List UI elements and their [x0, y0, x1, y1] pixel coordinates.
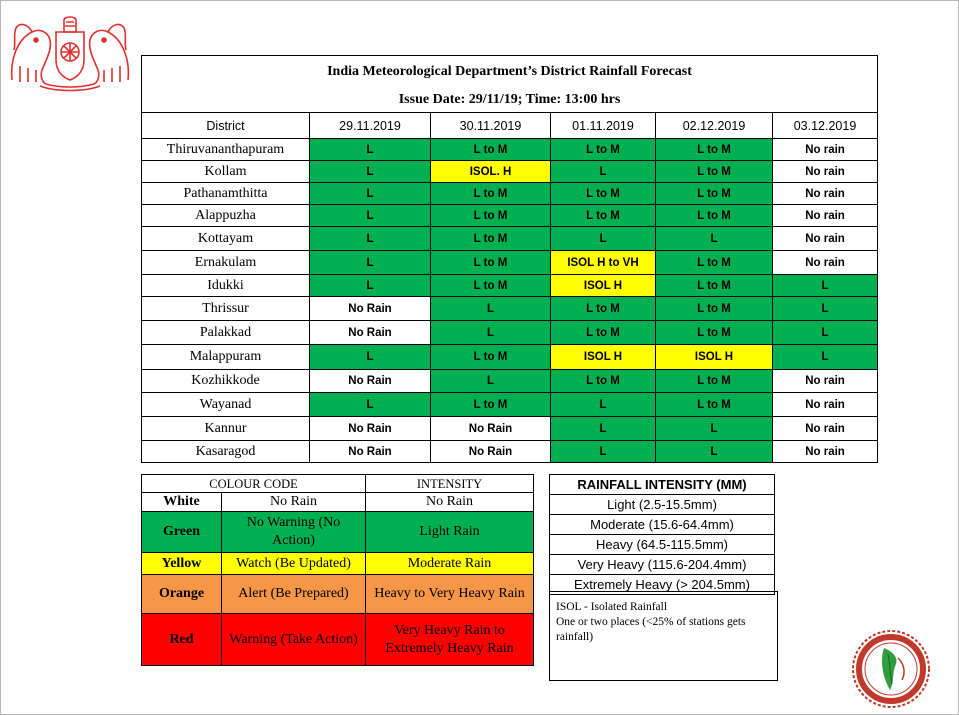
forecast-cell: L [310, 139, 431, 161]
district-name: Wayanad [142, 393, 310, 417]
forecast-cell: No Rain [310, 297, 431, 321]
forecast-cell: No rain [773, 227, 878, 251]
forecast-cell: L [310, 227, 431, 251]
forecast-cell: L [656, 441, 773, 463]
intensity-heavy: Heavy (64.5-115.5mm) [550, 535, 775, 555]
district-name: Thiruvananthapuram [142, 139, 310, 161]
colour-code-green: No Warning (No Action) [222, 512, 366, 553]
forecast-cell: L [310, 205, 431, 227]
district-name: Idukki [142, 275, 310, 297]
district-name: Palakkad [142, 321, 310, 345]
forecast-cell: L [310, 275, 431, 297]
rainfall-intensity-title: RAINFALL INTENSITY (MM) [550, 475, 775, 495]
forecast-cell: L to M [431, 205, 551, 227]
forecast-cell: ISOL H [551, 345, 656, 370]
forecast-cell: L [773, 297, 878, 321]
table-row [142, 370, 878, 393]
disaster-management-logo [850, 628, 932, 710]
colour-intensity-white: No Rain [366, 493, 534, 512]
district-forecast-table [141, 55, 878, 463]
district-name: Alappuzha [142, 205, 310, 227]
colour-intensity-green: Light Rain [366, 512, 534, 553]
isol-note-line1: ISOL - Isolated Rainfall [556, 601, 668, 613]
forecast-cell: L [773, 345, 878, 370]
table-row [142, 441, 878, 463]
forecast-cell: No rain [773, 417, 878, 441]
forecast-cell: L to M [656, 183, 773, 205]
colour-code-yellow: Watch (Be Updated) [222, 553, 366, 575]
column-header-date: 03.12.2019 [773, 113, 878, 139]
forecast-cell: No Rain [310, 370, 431, 393]
forecast-cell: L to M [656, 393, 773, 417]
forecast-cell: L to M [431, 183, 551, 205]
table-row [142, 227, 878, 251]
colour-code-table [141, 474, 534, 666]
colour-code-orange: Alert (Be Prepared) [222, 575, 366, 614]
forecast-cell: L [656, 417, 773, 441]
column-header-row [142, 113, 878, 139]
colour-label-yellow: Yellow [142, 553, 222, 575]
forecast-cell: L to M [656, 205, 773, 227]
district-name: Thrissur [142, 297, 310, 321]
colour-intensity-orange: Heavy to Very Heavy Rain [366, 575, 534, 614]
district-name: Kozhikkode [142, 370, 310, 393]
forecast-cell: L [310, 161, 431, 183]
colour-code-red: Warning (Take Action) [222, 614, 366, 666]
forecast-cell: L to M [656, 321, 773, 345]
forecast-cell: L to M [551, 205, 656, 227]
district-name: Malappuram [142, 345, 310, 370]
column-header-date: 30.11.2019 [431, 113, 551, 139]
district-name: Kottayam [142, 227, 310, 251]
forecast-cell: L to M [656, 161, 773, 183]
forecast-cell: L [310, 345, 431, 370]
forecast-cell: L [773, 275, 878, 297]
forecast-cell: L [310, 183, 431, 205]
colour-code-white: No Rain [222, 493, 366, 512]
forecast-cell: L [773, 321, 878, 345]
district-name: Kollam [142, 161, 310, 183]
table-row [142, 297, 878, 321]
forecast-cell: L to M [656, 275, 773, 297]
forecast-cell: No Rain [310, 321, 431, 345]
forecast-cell: L [551, 417, 656, 441]
forecast-cell: No rain [773, 441, 878, 463]
table-row [142, 161, 878, 183]
table-row [142, 345, 878, 370]
kerala-emblem-logo [6, 10, 134, 92]
forecast-cell: ISOL H [551, 275, 656, 297]
column-header-date: 29.11.2019 [310, 113, 431, 139]
forecast-cell: L [551, 441, 656, 463]
forecast-cell: No Rain [310, 441, 431, 463]
forecast-cell: No rain [773, 393, 878, 417]
colour-intensity-red: Very Heavy Rain to Extremely Heavy Rain [366, 614, 534, 666]
forecast-cell: No rain [773, 370, 878, 393]
forecast-cell: L to M [656, 297, 773, 321]
isol-note-box [549, 591, 778, 681]
rainfall-intensity-table [549, 474, 775, 595]
intensity-header: INTENSITY [366, 475, 534, 493]
forecast-cell: No rain [773, 139, 878, 161]
column-header-date: 02.12.2019 [656, 113, 773, 139]
intensity-very-heavy: Very Heavy (115.6-204.4mm) [550, 555, 775, 575]
forecast-cell: L [431, 321, 551, 345]
forecast-cell: L to M [431, 275, 551, 297]
forecast-cell: L to M [551, 321, 656, 345]
intensity-moderate: Moderate (15.6-64.4mm) [550, 515, 775, 535]
district-name: Kannur [142, 417, 310, 441]
colour-label-green: Green [142, 512, 222, 553]
forecast-cell: ISOL H to VH [551, 251, 656, 275]
forecast-cell: No Rain [431, 441, 551, 463]
table-row [142, 275, 878, 297]
forecast-cell: ISOL H [656, 345, 773, 370]
forecast-cell: No Rain [431, 417, 551, 441]
colour-code-header: COLOUR CODE [142, 475, 366, 493]
table-title: India Meteorological Department’s District Rainfall Forecast [142, 56, 878, 88]
forecast-cell: L to M [431, 345, 551, 370]
forecast-cell: L to M [656, 370, 773, 393]
table-row [142, 417, 878, 441]
column-header-district: District [142, 113, 310, 139]
forecast-cell: L [551, 161, 656, 183]
forecast-cell: L to M [551, 297, 656, 321]
table-row [142, 251, 878, 275]
table-row [142, 205, 878, 227]
forecast-cell: No Rain [310, 417, 431, 441]
forecast-cell: L to M [431, 139, 551, 161]
district-name: Kasaragod [142, 441, 310, 463]
forecast-cell: L [310, 393, 431, 417]
forecast-body [142, 139, 878, 463]
forecast-cell: L [431, 297, 551, 321]
forecast-cell: L to M [431, 393, 551, 417]
colour-label-white: White [142, 493, 222, 512]
forecast-cell: L to M [551, 183, 656, 205]
district-name: Ernakulam [142, 251, 310, 275]
forecast-cell: No rain [773, 205, 878, 227]
forecast-cell: No rain [773, 183, 878, 205]
forecast-cell: L to M [551, 139, 656, 161]
isol-note-line2: One or two places (<25% of stations gets rainfall) [556, 616, 746, 643]
forecast-cell: L to M [431, 251, 551, 275]
forecast-cell: L to M [656, 139, 773, 161]
forecast-cell: L to M [551, 370, 656, 393]
intensity-extremely-heavy: Extremely Heavy (> 204.5mm) [550, 575, 775, 595]
forecast-cell: L [656, 227, 773, 251]
district-name: Pathanamthitta [142, 183, 310, 205]
forecast-cell: L [551, 227, 656, 251]
colour-label-orange: Orange [142, 575, 222, 614]
forecast-cell: L to M [431, 227, 551, 251]
colour-intensity-yellow: Moderate Rain [366, 553, 534, 575]
forecast-cell: L to M [656, 251, 773, 275]
forecast-cell: L [310, 251, 431, 275]
forecast-cell: ISOL. H [431, 161, 551, 183]
colour-label-red: Red [142, 614, 222, 666]
forecast-cell: L [431, 370, 551, 393]
forecast-cell: No rain [773, 161, 878, 183]
forecast-cell: L [551, 393, 656, 417]
table-row [142, 183, 878, 205]
column-header-date: 01.11.2019 [551, 113, 656, 139]
intensity-light: Light (2.5-15.5mm) [550, 495, 775, 515]
forecast-cell: No rain [773, 251, 878, 275]
table-row [142, 393, 878, 417]
issue-date: Issue Date: 29/11/19; Time: 13:00 hrs [142, 87, 878, 113]
table-row [142, 139, 878, 161]
table-row [142, 321, 878, 345]
